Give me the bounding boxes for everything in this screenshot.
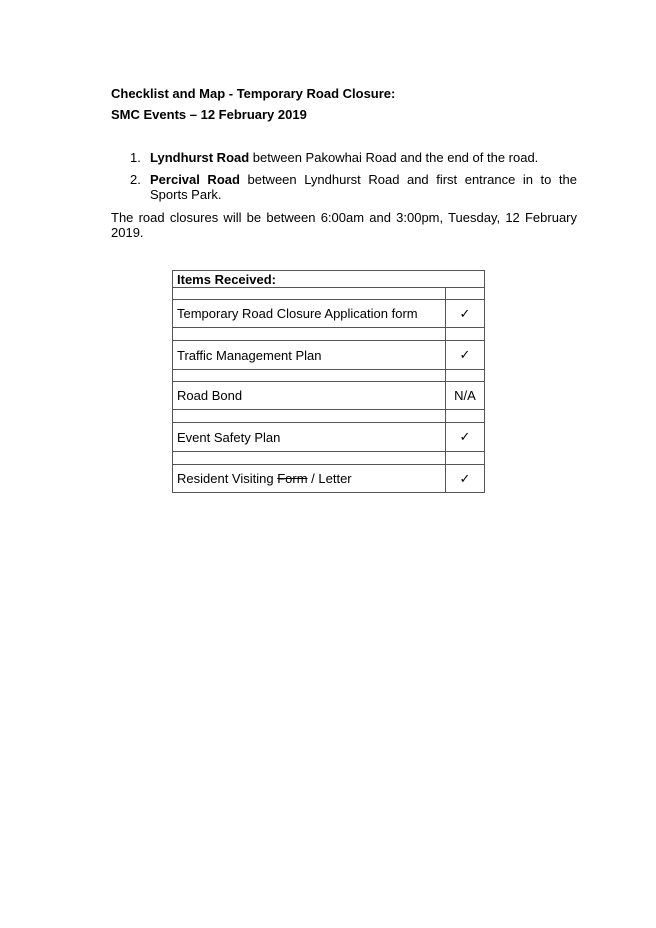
item-label: Traffic Management Plan: [173, 341, 446, 370]
item-status: ✓: [446, 300, 485, 328]
table-row: [173, 341, 485, 370]
list-item: [111, 150, 577, 165]
table-cell: [173, 370, 446, 382]
list-item: [111, 172, 577, 202]
list-item-text: [150, 150, 577, 165]
table-cell: [446, 288, 485, 300]
road-description: between Lyndhurst Road and first entrance in to the Sports Park.: [150, 172, 577, 202]
item-status: ✓: [446, 341, 485, 370]
table-spacer-row: [173, 410, 485, 423]
closure-times-paragraph: The road closures will be between 6:00am and 3:00pm, Tuesday, 12 February 2019.: [111, 210, 577, 240]
road-closure-list: [111, 150, 577, 209]
table-row: [173, 465, 485, 493]
table-header-row: [173, 271, 485, 288]
table-cell: [446, 370, 485, 382]
table-row: [173, 300, 485, 328]
item-label: Temporary Road Closure Application form: [173, 300, 446, 328]
list-item-text: [150, 172, 577, 202]
table-cell: [173, 452, 446, 465]
item-label-prefix: Resident Visiting: [177, 471, 278, 486]
item-label: Road Bond: [173, 382, 446, 410]
document-subtitle: SMC Events – 12 February 2019: [111, 107, 307, 122]
table-spacer-row: [173, 288, 485, 300]
items-received-table: [172, 270, 485, 493]
item-label-struck: Form: [277, 471, 308, 486]
item-label-suffix: / Letter: [307, 471, 352, 486]
road-description: between Pakowhai Road and the end of the road.: [249, 150, 539, 165]
table-row: [173, 382, 485, 410]
document-title: Checklist and Map - Temporary Road Closure:: [111, 86, 396, 101]
item-label: [173, 465, 446, 493]
road-name: Percival Road: [150, 172, 240, 187]
table-cell: [173, 410, 446, 423]
table-cell: [173, 288, 446, 300]
table-spacer-row: [173, 328, 485, 341]
table-cell: [446, 328, 485, 341]
item-status: ✓: [446, 423, 485, 452]
table-header: Items Received:: [173, 271, 485, 288]
list-item-number: 2.: [130, 172, 141, 187]
item-status: ✓: [446, 465, 485, 493]
table-spacer-row: [173, 370, 485, 382]
table-cell: [446, 410, 485, 423]
table-spacer-row: [173, 452, 485, 465]
item-label: Event Safety Plan: [173, 423, 446, 452]
table-cell: [173, 328, 446, 341]
item-status: N/A: [446, 382, 485, 410]
table-row: [173, 423, 485, 452]
table-cell: [446, 452, 485, 465]
list-item-number: 1.: [130, 150, 141, 165]
road-name: Lyndhurst Road: [150, 150, 250, 165]
